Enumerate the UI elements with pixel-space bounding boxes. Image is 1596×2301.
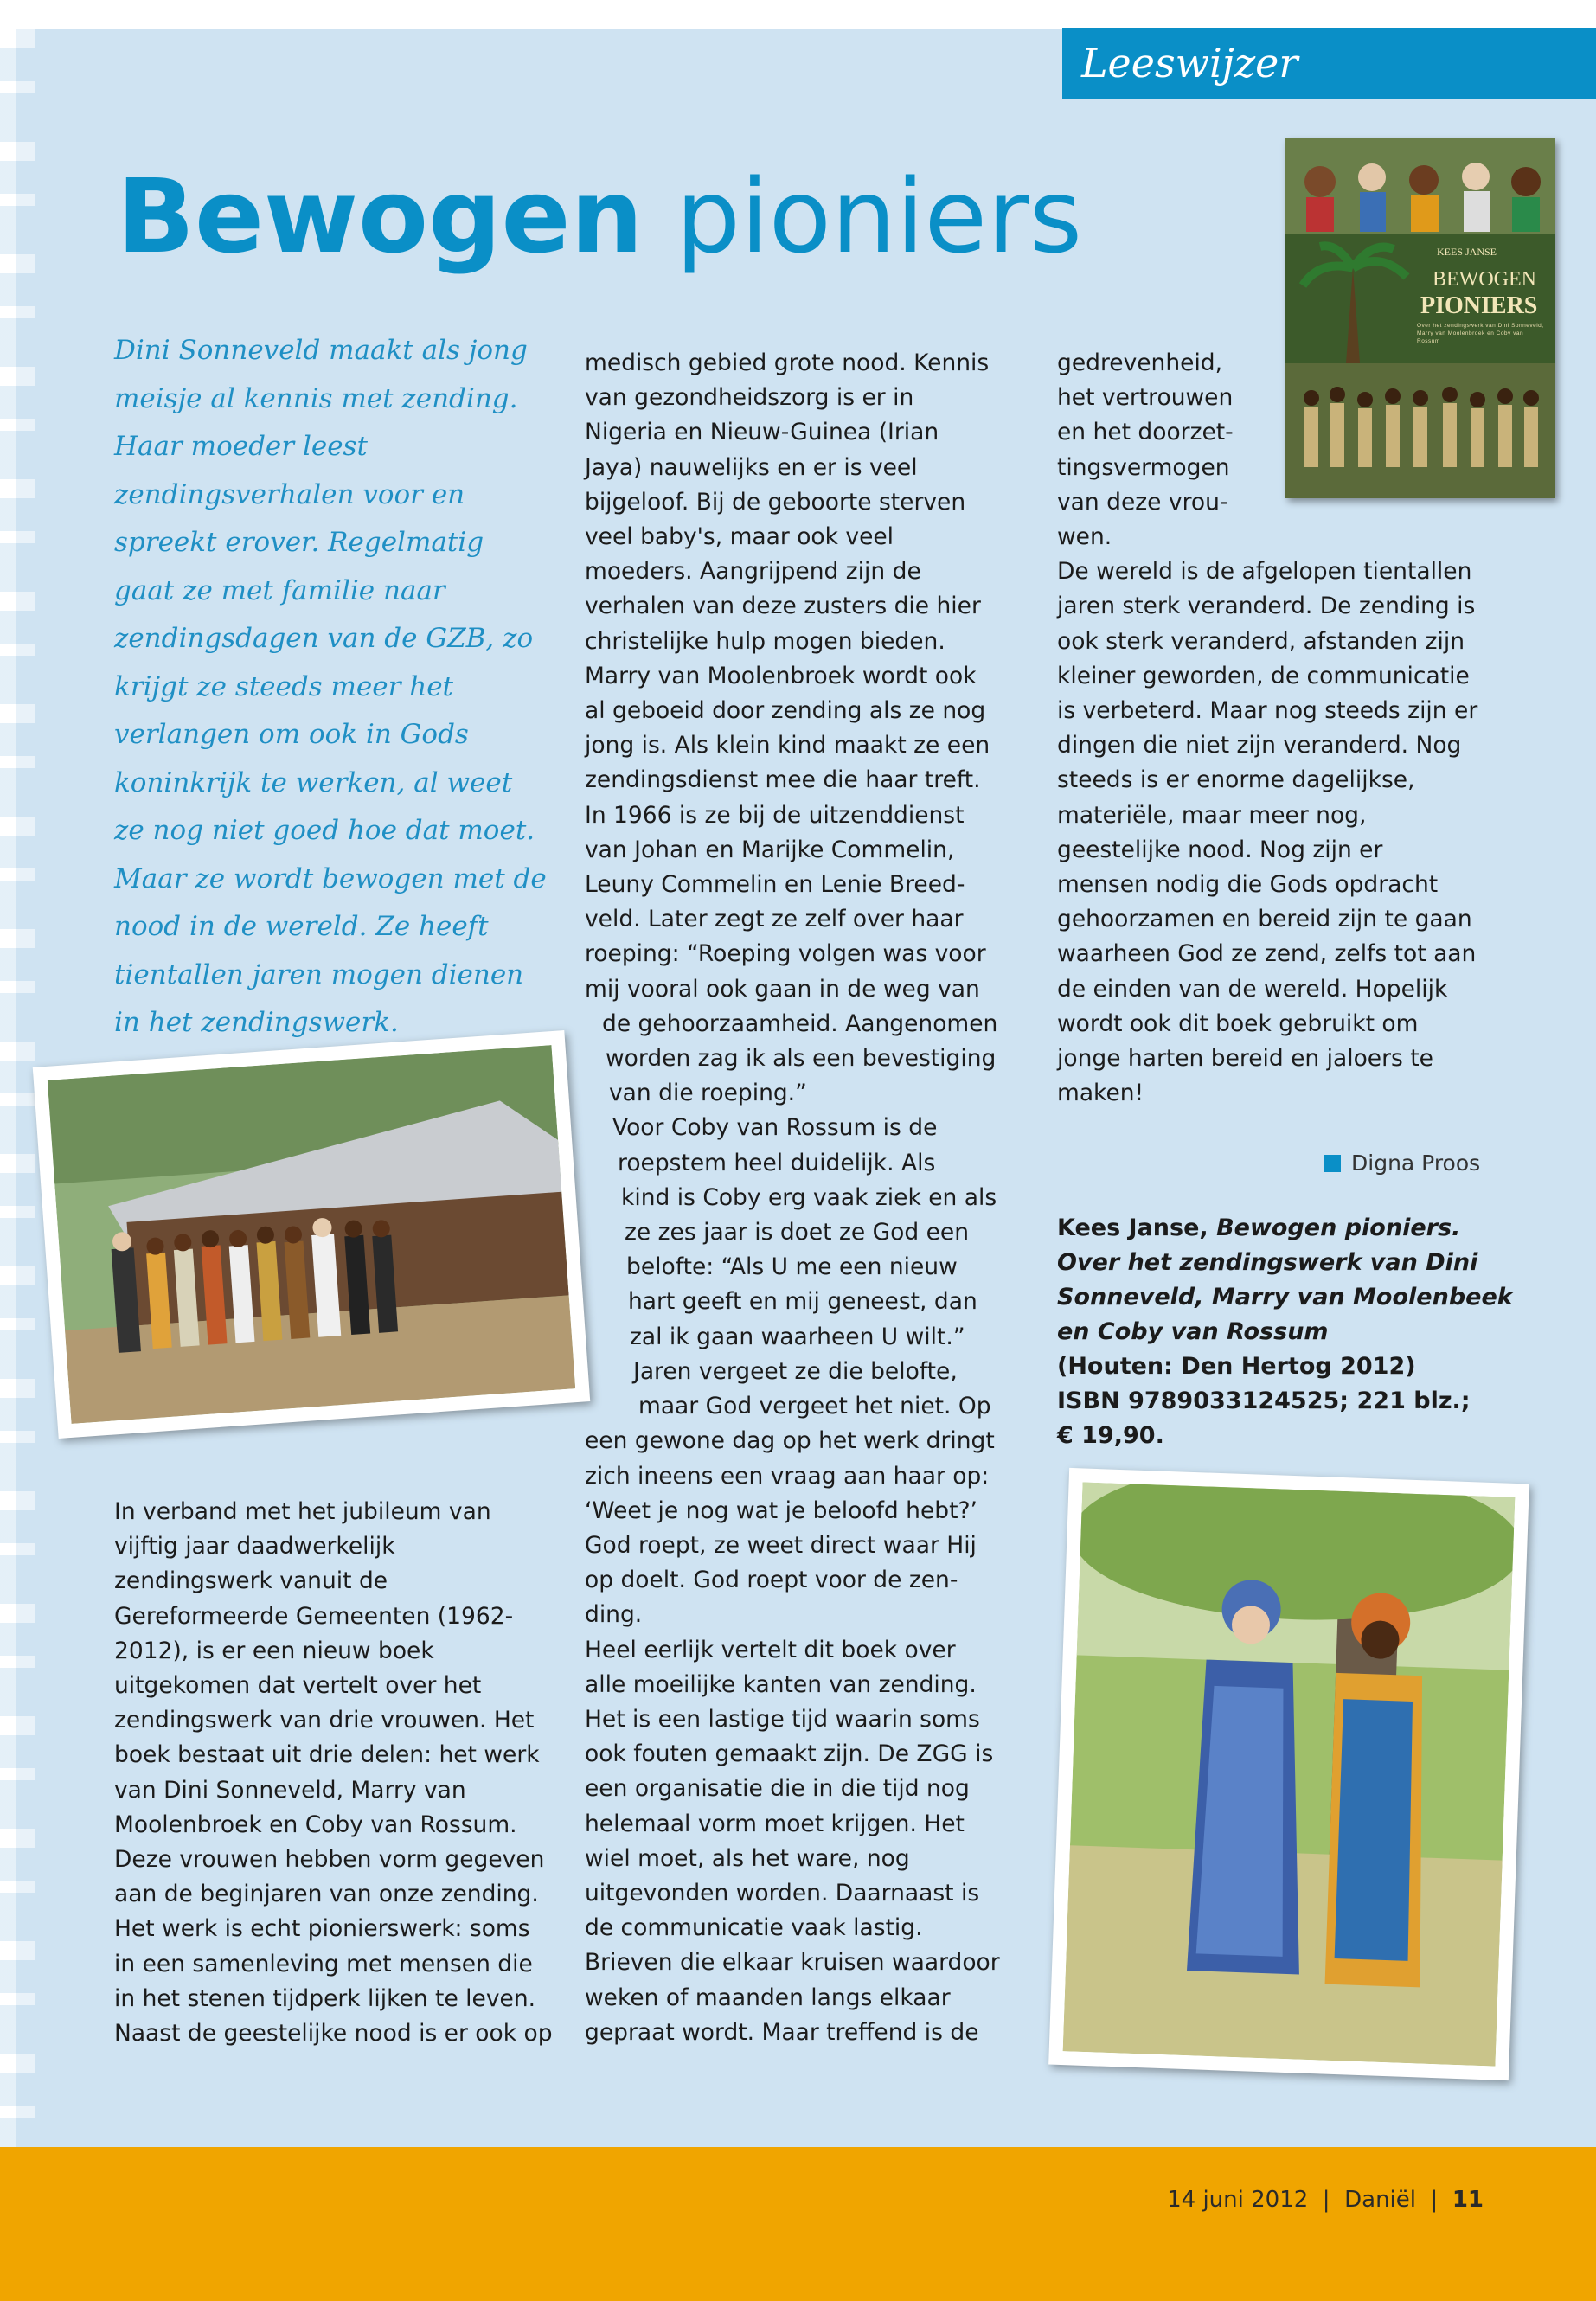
group-photo (33, 1030, 590, 1439)
column-1-text: In verband met het jubileum van vijftig jaar daadwerkelijk zendingswerk vanuit de Gereformeerde Gemeenten (1962-2012), is er een nieuw boek uitgekomen dat vertelt over het zendingswerk van drie vrouwen. Het boek bestaat uit drie delen: het werk van Dini Sonneveld, Marry van Moolenbroek en Coby van Rossum. Deze vrouwen hebben vorm gegeven aan de beginjaren van onze zending. Het werk is echt pionierswerk: soms in een samenleving met mensen die in het stenen tijdperk lijken te leven. Naast de geestelijke nood is er ook op (114, 1498, 553, 2048)
line: zal ik gaan waarheen U wilt.” (630, 1323, 965, 1350)
line: roepstem heel duidelijk. Als (618, 1149, 936, 1176)
column-1 (114, 1495, 555, 2051)
line: hart geeft en mij geneest, dan (628, 1288, 977, 1316)
women-photo-image (1063, 1482, 1516, 2066)
line: zendingsdienst mee die haar treft. (585, 766, 981, 794)
line: ze zes jaar is doet ze God een (625, 1219, 970, 1247)
book-reference (1057, 1211, 1524, 1453)
article-title (117, 156, 1082, 277)
book-title-3: Sonneveld, Marry van Moolenbeek (1057, 1284, 1513, 1311)
book-title-2: Over het zendingswerk van Dini (1057, 1249, 1478, 1276)
column-2-p3 (585, 1111, 1000, 1632)
author-name: Digna Proos (1351, 1150, 1481, 1176)
line: gedrevenheid, (1057, 349, 1223, 376)
title-bold: Bewogen (117, 157, 644, 276)
book-isbn: ISBN 9789033124525; 221 blz.; (1057, 1388, 1471, 1414)
line: al geboeid door zending als ze nog (585, 697, 986, 725)
book-author-title (1057, 1211, 1524, 1246)
column-2 (585, 346, 1000, 2050)
column-2-p1: medisch gebied grote nood. Kennis van gezondheidszorg is er in Nigeria en Nieuw-Guinea (Irian Jaya) nauwelijks en er is veel bijgeloof. Bij de geboorte sterven veel baby's, maar ook veel moeders. Aangrijpend zijn de verhalen van deze zusters die hier christelijke hulp mogen bieden. (585, 349, 990, 655)
author-credit (1324, 1150, 1480, 1176)
line: van deze vrou- (1057, 488, 1228, 516)
book-cover-author: KEES JANSE (1437, 246, 1497, 258)
issue-date: 14 juni 2012 (1167, 2187, 1309, 2213)
line: mij vooral ook gaan in de weg van (585, 975, 980, 1003)
line: op doelt. God roept voor de zen- (585, 1567, 958, 1594)
title-normal: pioniers (676, 157, 1083, 276)
column-3-p1 (1057, 346, 1481, 554)
line: Voor Coby van Rossum is de (612, 1114, 938, 1142)
line: roeping: “Roeping volgen was voor (585, 940, 986, 968)
line: veld. Later zegt ze zelf over haar (585, 906, 964, 933)
section-tab: Leeswijzer (1062, 28, 1596, 99)
line: kind is Coby erg vaak ziek en als (621, 1183, 997, 1211)
book-cover-title-1: BEWOGEN (1433, 268, 1536, 291)
line: tingsvermogen (1057, 453, 1230, 481)
line: God roept, ze weet direct waar Hij (585, 1531, 977, 1559)
line: een gewone dag op het werk dringt (585, 1427, 995, 1455)
column-2-p2 (585, 659, 1000, 1112)
line: van Johan en Marijke Commelin, (585, 836, 955, 863)
credit-square-icon (1324, 1155, 1341, 1172)
line: de gehoorzaamheid. Aangenomen (602, 1009, 998, 1037)
line: het vertrouwen (1057, 384, 1234, 412)
book-cover-subtitle: Over het zendingswerk van Dini Sonneveld, Marry van Moolenbroek en Coby van Rossum (1417, 323, 1544, 344)
women-photo (1048, 1468, 1529, 2080)
line: belofte: “Als U me een nieuw (626, 1253, 958, 1281)
line: worden zag ik als een bevestiging (606, 1045, 997, 1073)
magazine-name: Daniël (1344, 2187, 1416, 2213)
line: Jaren vergeet ze die belofte, (633, 1357, 958, 1385)
line: maar God vergeet het niet. Op (638, 1393, 991, 1420)
group-photo-image (48, 1045, 575, 1424)
footer-info: 14 juni 2012 | Daniël | 11 (1167, 2187, 1484, 2213)
page-number: 11 (1452, 2187, 1484, 2213)
line: en het doorzet- (1057, 419, 1234, 446)
line: van die roeping.” (609, 1080, 807, 1107)
column-2-p4: Heel eerlijk vertelt dit boek over alle moeilijke kanten van zending. Het is een lastige tijd waarin soms ook fouten gemaakt zijn. De ZGG is een organisatie die in die tijd nog helemaal vorm moet krijgen. Het wiel moet, als het ware, nog uitgevonden worden. Daarnaast is de communicatie vaak lastig. Brieven die elkaar kruisen waardoor weken of maanden langs elkaar gepraat wordt. Maar treffend is de (585, 1636, 1000, 2046)
book-publisher: (Houten: Den Hertog 2012) (1057, 1353, 1416, 1380)
column-3 (1057, 346, 1481, 1111)
line: Marry van Moolenbroek wordt ook (585, 662, 977, 689)
footer-bar (0, 2147, 1596, 2301)
book-price: € 19,90. (1057, 1422, 1164, 1449)
intro-text: Dini Sonneveld maakt als jong meisje al kennis met zending. Haar moeder leest zendingsverhalen voor en spreekt erover. Regelmatig gaat ze met familie naar zendingsdagen van de GZB, zo krijgt ze steeds meer het verlangen om ook in Gods koninkrijk te werken, al weet ze nog niet goed hoe dat moet. Maar ze wordt bewogen met de nood in de wereld. Ze heeft tientallen jaren mogen dienen in het zendingswerk. (114, 335, 547, 1038)
book-title-4: en Coby van Rossum (1057, 1318, 1329, 1345)
line: Leuny Commelin en Lenie Breed- (585, 871, 965, 899)
line: In 1966 is ze bij de uitzenddienst (585, 801, 965, 829)
line: ding. (585, 1601, 643, 1629)
book-cover-title-2: PIONIERS (1420, 292, 1538, 319)
line: jong is. Als klein kind maakt ze een (585, 732, 990, 760)
line: ‘Weet je nog wat je beloofd hebt?’ (585, 1497, 977, 1524)
book-author: Kees Janse, (1057, 1215, 1208, 1241)
line: zich ineens een vraag aan haar op: (585, 1462, 990, 1490)
line: wen. (1057, 523, 1112, 551)
book-title: Bewogen pioniers. (1216, 1215, 1461, 1241)
column-3-p2: De wereld is de afgelopen tientallen jaren sterk veranderd. De zending is ook sterk veranderd, afstanden zijn kleiner geworden, de communicatie is verbeterd. Maar nog steeds zijn er dingen die niet zijn veranderd. Nog steeds is er enorme dagelijkse, materiële, maar meer nog, geestelijke nood. Nog zijn er mensen nodig die Gods opdracht gehoorzamen en bereid zijn te gaan waarheen God ze zend, zelfs tot aan de einden van de wereld. Hopelijk wordt ook dit boek gebruikt om jonge harten bereid en jaloers te maken! (1057, 558, 1478, 1107)
